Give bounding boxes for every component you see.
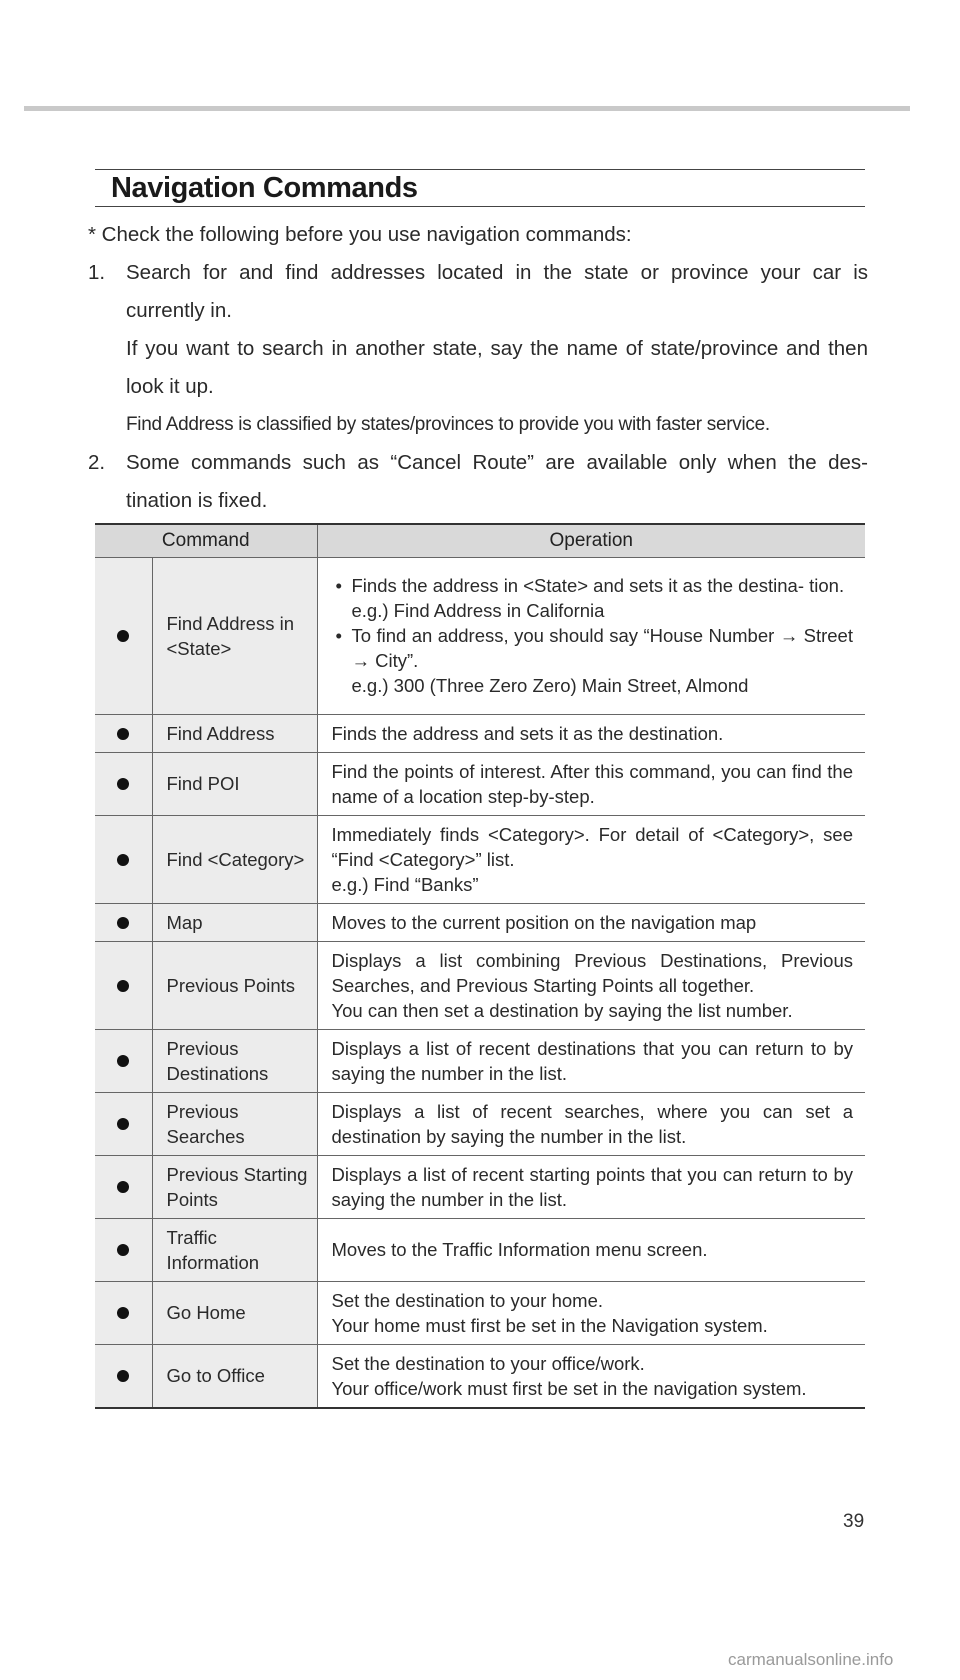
operation-example: e.g.) Find Address in California	[351, 600, 605, 621]
intro-notes	[88, 216, 868, 520]
operation-text-2: Your home must first be set in the Navigation system.	[331, 1314, 768, 1336]
bullet-dot-icon	[117, 1118, 129, 1130]
bullet-dot-icon	[117, 630, 129, 642]
operation-cell	[317, 1281, 865, 1344]
command-cell: Previous Starting Points	[152, 1155, 317, 1218]
table-row	[95, 1092, 865, 1155]
table-row	[95, 1029, 865, 1092]
command-cell: Find POI	[152, 752, 317, 815]
operation-text-2: You can then set a destination by saying the list number.	[331, 999, 793, 1021]
command-cell: Find Address	[152, 714, 317, 752]
command-column-header: Command	[95, 524, 317, 557]
operation-text: • Finds the address in <State> and sets it as the destina- tion.	[351, 575, 845, 596]
intro-item-2	[88, 444, 868, 520]
intro-item-small-note: Find Address is classified by states/provinces to provide you with faster service.	[126, 414, 770, 435]
voice-command-bullet	[95, 1281, 152, 1344]
table-row	[95, 1281, 865, 1344]
operation-cell	[317, 941, 865, 1029]
operation-cell: Displays a list of recent searches, where you can set a destination by saying the number in the list.	[317, 1092, 865, 1155]
operation-text: Set the destination to your office/work.	[331, 1352, 645, 1374]
page-number: 39	[843, 1511, 865, 1532]
voice-command-bullet	[95, 1218, 152, 1281]
intro-item-text: Some commands such as “Cancel Route” are available only when the des- tination is fixed.	[126, 451, 868, 512]
bullet-dot-icon	[117, 980, 129, 992]
table-row	[95, 815, 865, 903]
commands-table	[95, 523, 865, 1409]
table-row	[95, 714, 865, 752]
operation-list	[332, 573, 854, 698]
table-row	[95, 1155, 865, 1218]
command-cell: Previous Searches	[152, 1092, 317, 1155]
operation-example: e.g.) Find “Banks”	[331, 873, 479, 895]
table-header-row	[95, 524, 865, 557]
command-cell: Previous Points	[152, 941, 317, 1029]
bullet-dot-icon	[117, 728, 129, 740]
intro-item-number: 2.	[88, 451, 106, 474]
voice-command-bullet	[95, 1029, 152, 1092]
command-cell: Find <Category>	[152, 815, 317, 903]
voice-command-bullet	[95, 714, 152, 752]
operation-cell: Finds the address and sets it as the destination.	[317, 714, 865, 752]
command-cell: Find Address in <State>	[152, 557, 317, 714]
bullet-dot-icon	[117, 1307, 129, 1319]
command-cell: Go to Office	[152, 1344, 317, 1408]
intro-item-1	[88, 254, 868, 444]
command-cell: Traffic Information	[152, 1218, 317, 1281]
watermark: carmanualsonline.info	[728, 1650, 894, 1669]
operation-list-item	[332, 623, 854, 698]
operation-cell	[317, 1344, 865, 1408]
intro-item-text: Search for and find addresses located in the state or province your car is currently in.	[126, 261, 868, 322]
operation-text: • To find an address, you should say “House Number → Street → City”.	[351, 625, 853, 671]
top-rule	[24, 106, 910, 111]
operation-cell: Find the points of interest. After this command, you can find the name of a location step-by-step.	[317, 752, 865, 815]
bullet-dot-icon	[117, 1244, 129, 1256]
voice-command-bullet	[95, 1155, 152, 1218]
operation-example: e.g.) 300 (Three Zero Zero) Main Street, Almond	[351, 675, 749, 696]
operation-cell: Moves to the current position on the navigation map	[317, 903, 865, 941]
voice-command-bullet	[95, 1092, 152, 1155]
command-cell: Map	[152, 903, 317, 941]
table-row	[95, 903, 865, 941]
command-cell: Previous Destinations	[152, 1029, 317, 1092]
table-row	[95, 941, 865, 1029]
voice-command-bullet	[95, 752, 152, 815]
table-row	[95, 557, 865, 714]
section-header	[95, 169, 865, 207]
operation-column-header: Operation	[317, 524, 865, 557]
intro-item-number: 1.	[88, 261, 106, 284]
voice-command-bullet	[95, 815, 152, 903]
voice-command-bullet	[95, 1344, 152, 1408]
table-row	[95, 752, 865, 815]
bullet-dot-icon	[117, 1055, 129, 1067]
voice-command-bullet	[95, 941, 152, 1029]
table-row	[95, 1218, 865, 1281]
operation-text-2: Your office/work must first be set in the navigation system.	[331, 1377, 807, 1399]
intro-item-paragraph: If you want to search in another state, say the name of state/province and then look it up.	[126, 337, 868, 398]
intro-note: * Check the following before you use navigation commands:	[88, 223, 632, 246]
bullet-dot-icon	[117, 1370, 129, 1382]
operation-list-item	[332, 573, 854, 623]
page-title: Navigation Commands	[111, 172, 418, 204]
operation-cell: Displays a list of recent destinations that you can return to by saying the number in the list.	[317, 1029, 865, 1092]
operation-text: Displays a list combining Previous Destinations, Previous Searches, and Previous Starting Points all together.	[331, 949, 853, 996]
operation-cell: Moves to the Traffic Information menu screen.	[317, 1218, 865, 1281]
operation-cell	[317, 815, 865, 903]
bullet-dot-icon	[117, 854, 129, 866]
bullet-dot-icon	[117, 1181, 129, 1193]
voice-command-bullet	[95, 903, 152, 941]
operation-text: Immediately finds <Category>. For detail of <Category>, see “Find <Category>” list.	[331, 823, 853, 870]
operation-cell	[317, 557, 865, 714]
operation-text: Set the destination to your home.	[331, 1289, 604, 1311]
command-cell: Go Home	[152, 1281, 317, 1344]
voice-command-bullet	[95, 557, 152, 714]
operation-cell: Displays a list of recent starting points that you can return to by saying the number in the list.	[317, 1155, 865, 1218]
bullet-dot-icon	[117, 917, 129, 929]
table-row	[95, 1344, 865, 1408]
bullet-dot-icon	[117, 778, 129, 790]
